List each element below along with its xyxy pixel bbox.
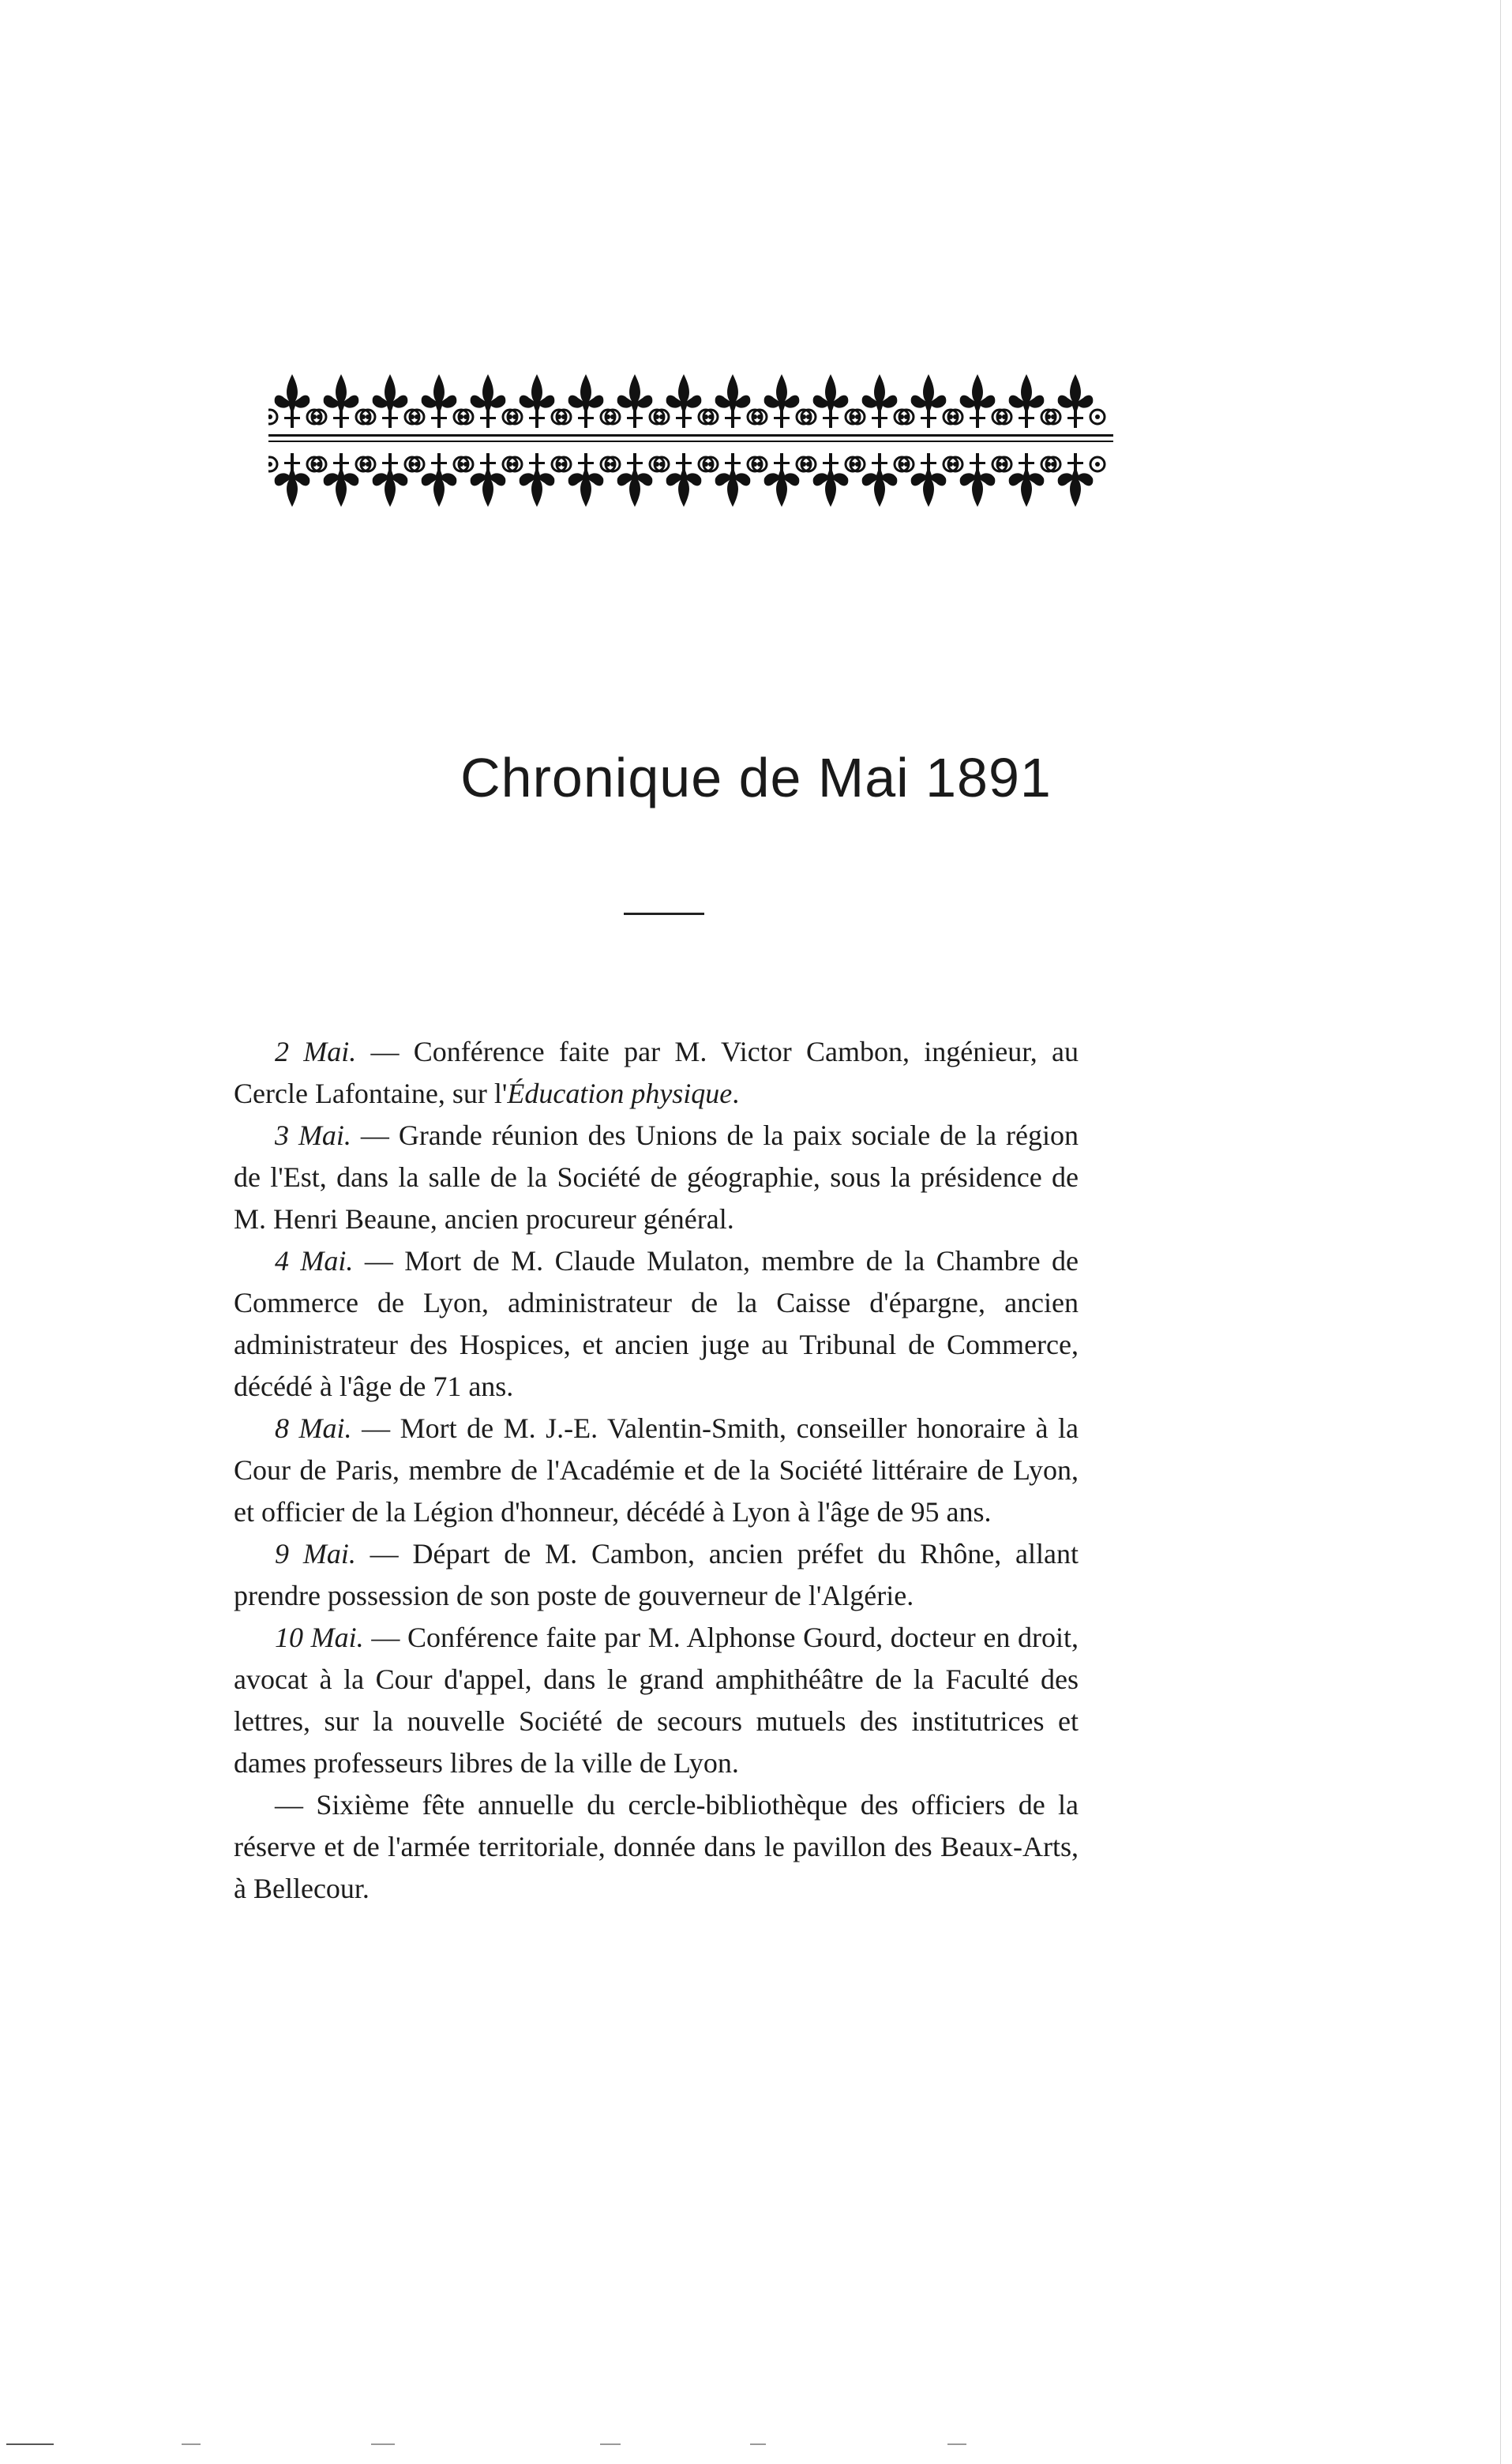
entry-date: 2 Mai. xyxy=(275,1036,357,1067)
entry-3-mai xyxy=(234,1115,1079,1240)
page-edge xyxy=(1500,0,1512,2464)
entry-2-mai xyxy=(234,1031,1079,1115)
entry-date: 9 Mai. xyxy=(275,1538,356,1570)
entry-8-mai xyxy=(234,1408,1079,1533)
entry-10-mai-sixieme-fete xyxy=(234,1784,1079,1910)
entry-text: — Grande réunion des Unions de la paix sociale de la région de l'Est, dans la salle de la Société de géographie, sous la présidence de M. Henri Beaune, ancien procureur général. xyxy=(234,1119,1079,1235)
title-rule xyxy=(624,913,704,915)
entry-date: 8 Mai. xyxy=(275,1412,352,1444)
entry-9-mai xyxy=(234,1533,1079,1617)
fleuron-border-icon xyxy=(268,357,1113,523)
entry-date: 3 Mai. xyxy=(275,1119,351,1151)
entry-italic-title: Éducation physique xyxy=(507,1078,733,1109)
entry-text-end: . xyxy=(732,1078,740,1109)
entry-text: — Mort de M. Claude Mulaton, membre de la Chambre de Commerce de Lyon, administrateur de la Caisse d'épargne, ancien administrateur des Hospices, et ancien juge au Tribunal de Commerce, décédé à l'âge de 71 ans. xyxy=(234,1245,1079,1402)
entry-text: — Conférence faite par M. Alphonse Gourd, docteur en droit, avocat à la Cour d'appel, dans le grand amphithéâtre de la Faculté des lettres, sur la nouvelle Société de secours mutuels des institutrices et dames professeurs libres de la ville de Lyon. xyxy=(234,1622,1079,1779)
entry-text: — Conférence faite par M. Victor Cambon, ingénieur, au Cercle Lafontaine, sur l' xyxy=(234,1036,1079,1109)
entry-date: 10 Mai. xyxy=(275,1622,364,1653)
page-title: Chronique de Mai 1891 xyxy=(460,747,1052,808)
entry-4-mai xyxy=(234,1240,1079,1408)
chronicle-entries xyxy=(234,1031,1079,1910)
entry-text: — Départ de M. Cambon, ancien préfet du Rhône, allant prendre possession de son poste de gouverneur de l'Algérie. xyxy=(234,1538,1079,1611)
entry-date: 4 Mai. xyxy=(275,1245,354,1277)
entry-text: — Sixième fête annuelle du cercle-bibliothèque des officiers de la réserve et de l'armée territoriale, donnée dans le pavillon des Beaux-Arts, à Bellecour. xyxy=(234,1789,1079,1904)
entry-text: — Mort de M. J.-E. Valentin-Smith, conseiller honoraire à la Cour de Paris, membre de l'Académie et de la Société littéraire de Lyon, et officier de la Légion d'honneur, décédé à Lyon à l'âge de 95 ans. xyxy=(234,1412,1079,1528)
page-footer-marks xyxy=(0,2442,1512,2447)
entry-10-mai xyxy=(234,1617,1079,1784)
